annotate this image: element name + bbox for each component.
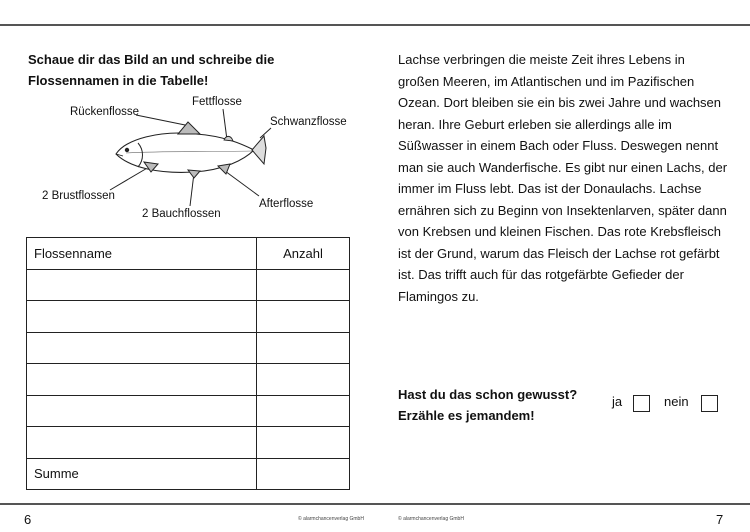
count-cell[interactable] xyxy=(257,364,350,396)
copyright-left: © alarmchancenverlag GmbH xyxy=(298,516,364,522)
option-nein-label: nein xyxy=(664,394,689,409)
table-row xyxy=(27,332,350,364)
table-row xyxy=(27,395,350,427)
table-row xyxy=(27,427,350,459)
page-number-left: 6 xyxy=(24,512,32,527)
table-row xyxy=(27,301,350,333)
label-schwanzflosse: Schwanzflosse xyxy=(270,116,347,128)
bottom-rule xyxy=(0,503,750,505)
instruction-text: Schaue dir das Bild an und schreibe die Flossennamen in die Tabelle! xyxy=(28,52,275,88)
name-cell[interactable] xyxy=(27,269,257,301)
info-paragraph xyxy=(398,49,728,307)
header-anzahl: Anzahl xyxy=(257,238,350,270)
sum-label: Summe xyxy=(27,458,257,490)
sum-cell[interactable] xyxy=(257,458,350,490)
page-number-right: 7 xyxy=(716,512,724,527)
name-cell[interactable] xyxy=(27,364,257,396)
fin-table xyxy=(26,237,350,490)
top-rule xyxy=(0,24,750,26)
fish-diagram xyxy=(28,92,358,227)
label-rueckenflosse: Rückenflosse xyxy=(70,106,140,118)
label-afterflosse: Afterflosse xyxy=(259,198,314,210)
table-header-row xyxy=(27,238,350,270)
count-cell[interactable] xyxy=(257,395,350,427)
paragraph-text: Lachse verbringen die meiste Zeit ihres Lebens in großen Meeren, im Atlantischen und im Pazifischen Ozean. Dort bleiben sie ein bis zwei Jahre und wachsen heran. Ihre Geburt erleben sie allerdings alle im Süßwasser in einem Bach oder Fluss. Deswegen nennt man sie auch Wanderfische. Es gibt nur einen Lachs, der immer im Fluss lebt. Das ist der Donaulachs. Lachse ernähren sich zu Beginn von Insektenlarven, später dann von Krebsen und kleinen Fischen. Das rote Krebsfleisch ist der Grund, warum das Fleisch der Lachse rot gefärbt ist. Das trifft auch für das rotgefärbte Gefieder der Flamingos zu. xyxy=(398,52,728,304)
option-ja-label: ja xyxy=(612,394,623,409)
question-line-2: Erzähle es jemandem! xyxy=(398,408,535,423)
count-cell[interactable] xyxy=(257,427,350,459)
quiz-question xyxy=(398,384,577,426)
name-cell[interactable] xyxy=(27,427,257,459)
name-cell[interactable] xyxy=(27,332,257,364)
label-fettflosse: Fettflosse xyxy=(192,96,242,108)
header-flossenname: Flossenname xyxy=(27,238,257,270)
count-cell[interactable] xyxy=(257,301,350,333)
nein-checkbox[interactable] xyxy=(701,395,718,412)
ja-checkbox[interactable] xyxy=(633,395,650,412)
table-row xyxy=(27,364,350,396)
copyright-right: © alarmchancenverlag GmbH xyxy=(398,516,464,522)
table-row xyxy=(27,269,350,301)
name-cell[interactable] xyxy=(27,301,257,333)
label-bauchflossen: 2 Bauchflossen xyxy=(142,208,221,220)
label-brustflossen: 2 Brustflossen xyxy=(42,190,115,202)
count-cell[interactable] xyxy=(257,332,350,364)
table-sum-row xyxy=(27,458,350,490)
count-cell[interactable] xyxy=(257,269,350,301)
name-cell[interactable] xyxy=(27,395,257,427)
question-line-1: Hast du das schon gewusst? xyxy=(398,387,578,402)
